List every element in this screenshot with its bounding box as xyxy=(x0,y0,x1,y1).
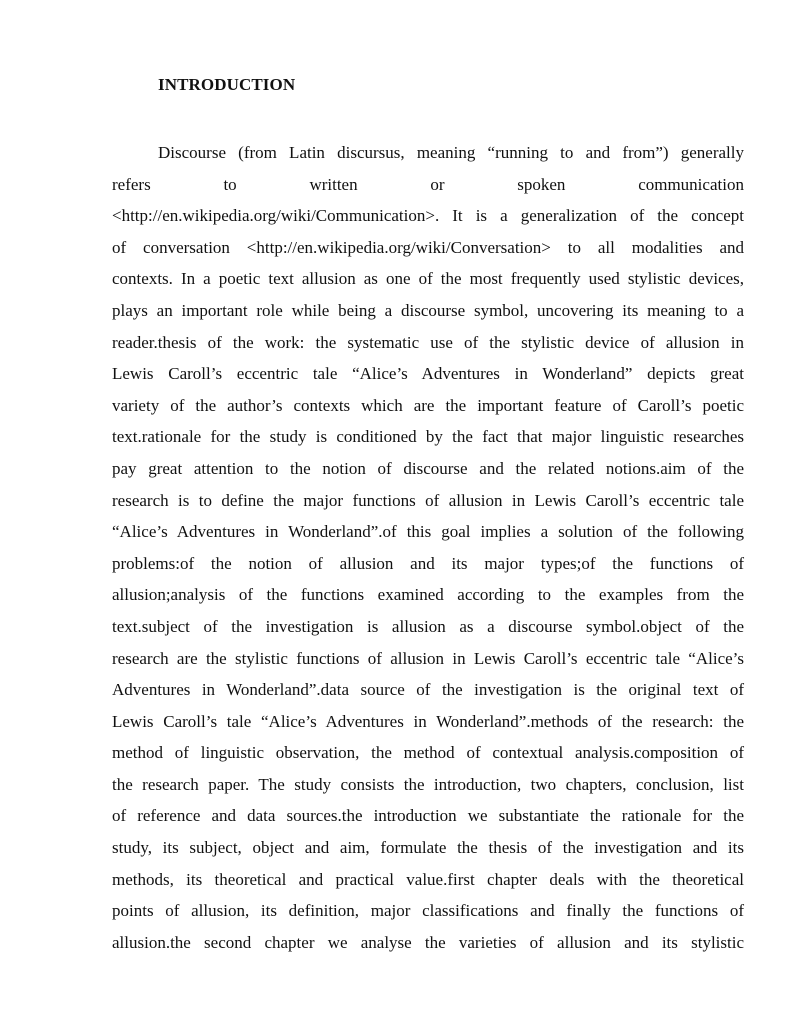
text-line: <http://en.wikipedia.org/wiki/Communication>. It is a generalization of the concept xyxy=(112,206,744,226)
text-line: text.subject of the investigation is allusion as a discourse symbol.object of the xyxy=(112,616,744,636)
text-line xyxy=(112,169,744,201)
text-line: study, its subject, object and aim, formulate the thesis of the investigation and its xyxy=(112,838,744,858)
text-line: the research paper. The study consists the introduction, two chapters, conclusion, list xyxy=(112,774,744,794)
text-line: Adventures in Wonderland”.data source of the investigation is the original text of xyxy=(112,680,744,700)
text-word: refers xyxy=(112,174,151,194)
text-line: problems:of the notion of allusion and its major types;of the functions of xyxy=(112,553,744,573)
text-line: plays an important role while being a discourse symbol, uncovering its meaning to a xyxy=(112,300,744,320)
text-word: written xyxy=(309,174,358,194)
text-line: research are the stylistic functions of allusion in Lewis Caroll’s eccentric tale “Alice’s xyxy=(112,648,744,668)
body-paragraph xyxy=(112,137,744,958)
text-line: variety of the author’s contexts which are the important feature of Caroll’s poetic xyxy=(112,395,744,415)
text-line: method of linguistic observation, the method of contextual analysis.composition of xyxy=(112,743,744,763)
text-line: allusion;analysis of the functions examined according to the examples from the xyxy=(112,585,744,605)
text-word: or xyxy=(430,174,445,194)
text-line: text.rationale for the study is conditioned by the fact that major linguistic researches xyxy=(112,427,744,447)
text-line: allusion.the second chapter we analyse the varieties of allusion and its stylistic xyxy=(112,932,744,952)
text-line: Lewis Caroll’s eccentric tale “Alice’s Adventures in Wonderland” depicts great xyxy=(112,364,744,384)
text-line: of reference and data sources.the introduction we substantiate the rationale for the xyxy=(112,806,744,826)
text-word: spoken xyxy=(517,174,566,194)
text-line: Lewis Caroll’s tale “Alice’s Adventures in Wonderland”.methods of the research: the xyxy=(112,711,744,731)
text-line: methods, its theoretical and practical value.first chapter deals with the theoretical xyxy=(112,869,744,889)
text-line: reader.thesis of the work: the systematic use of the stylistic device of allusion in xyxy=(112,332,744,352)
text-line: contexts. In a poetic text allusion as one of the most frequently used stylistic devices, xyxy=(112,269,744,289)
text-line: of conversation <http://en.wikipedia.org/wiki/Conversation> to all modalities and xyxy=(112,237,744,257)
text-line: research is to define the major functions of allusion in Lewis Caroll’s eccentric tale xyxy=(112,490,744,510)
text-word: communication xyxy=(638,174,744,194)
text-line: “Alice’s Adventures in Wonderland”.of this goal implies a solution of the following xyxy=(112,522,744,542)
text-line: Discourse (from Latin discursus, meaning “running to and from”) generally xyxy=(158,143,744,162)
section-heading: INTRODUCTION xyxy=(158,75,296,94)
text-word: to xyxy=(223,174,237,194)
text-line: points of allusion, its definition, major classifications and finally the functions of xyxy=(112,901,744,921)
text-line: pay great attention to the notion of discourse and the related notions.aim of the xyxy=(112,458,744,478)
